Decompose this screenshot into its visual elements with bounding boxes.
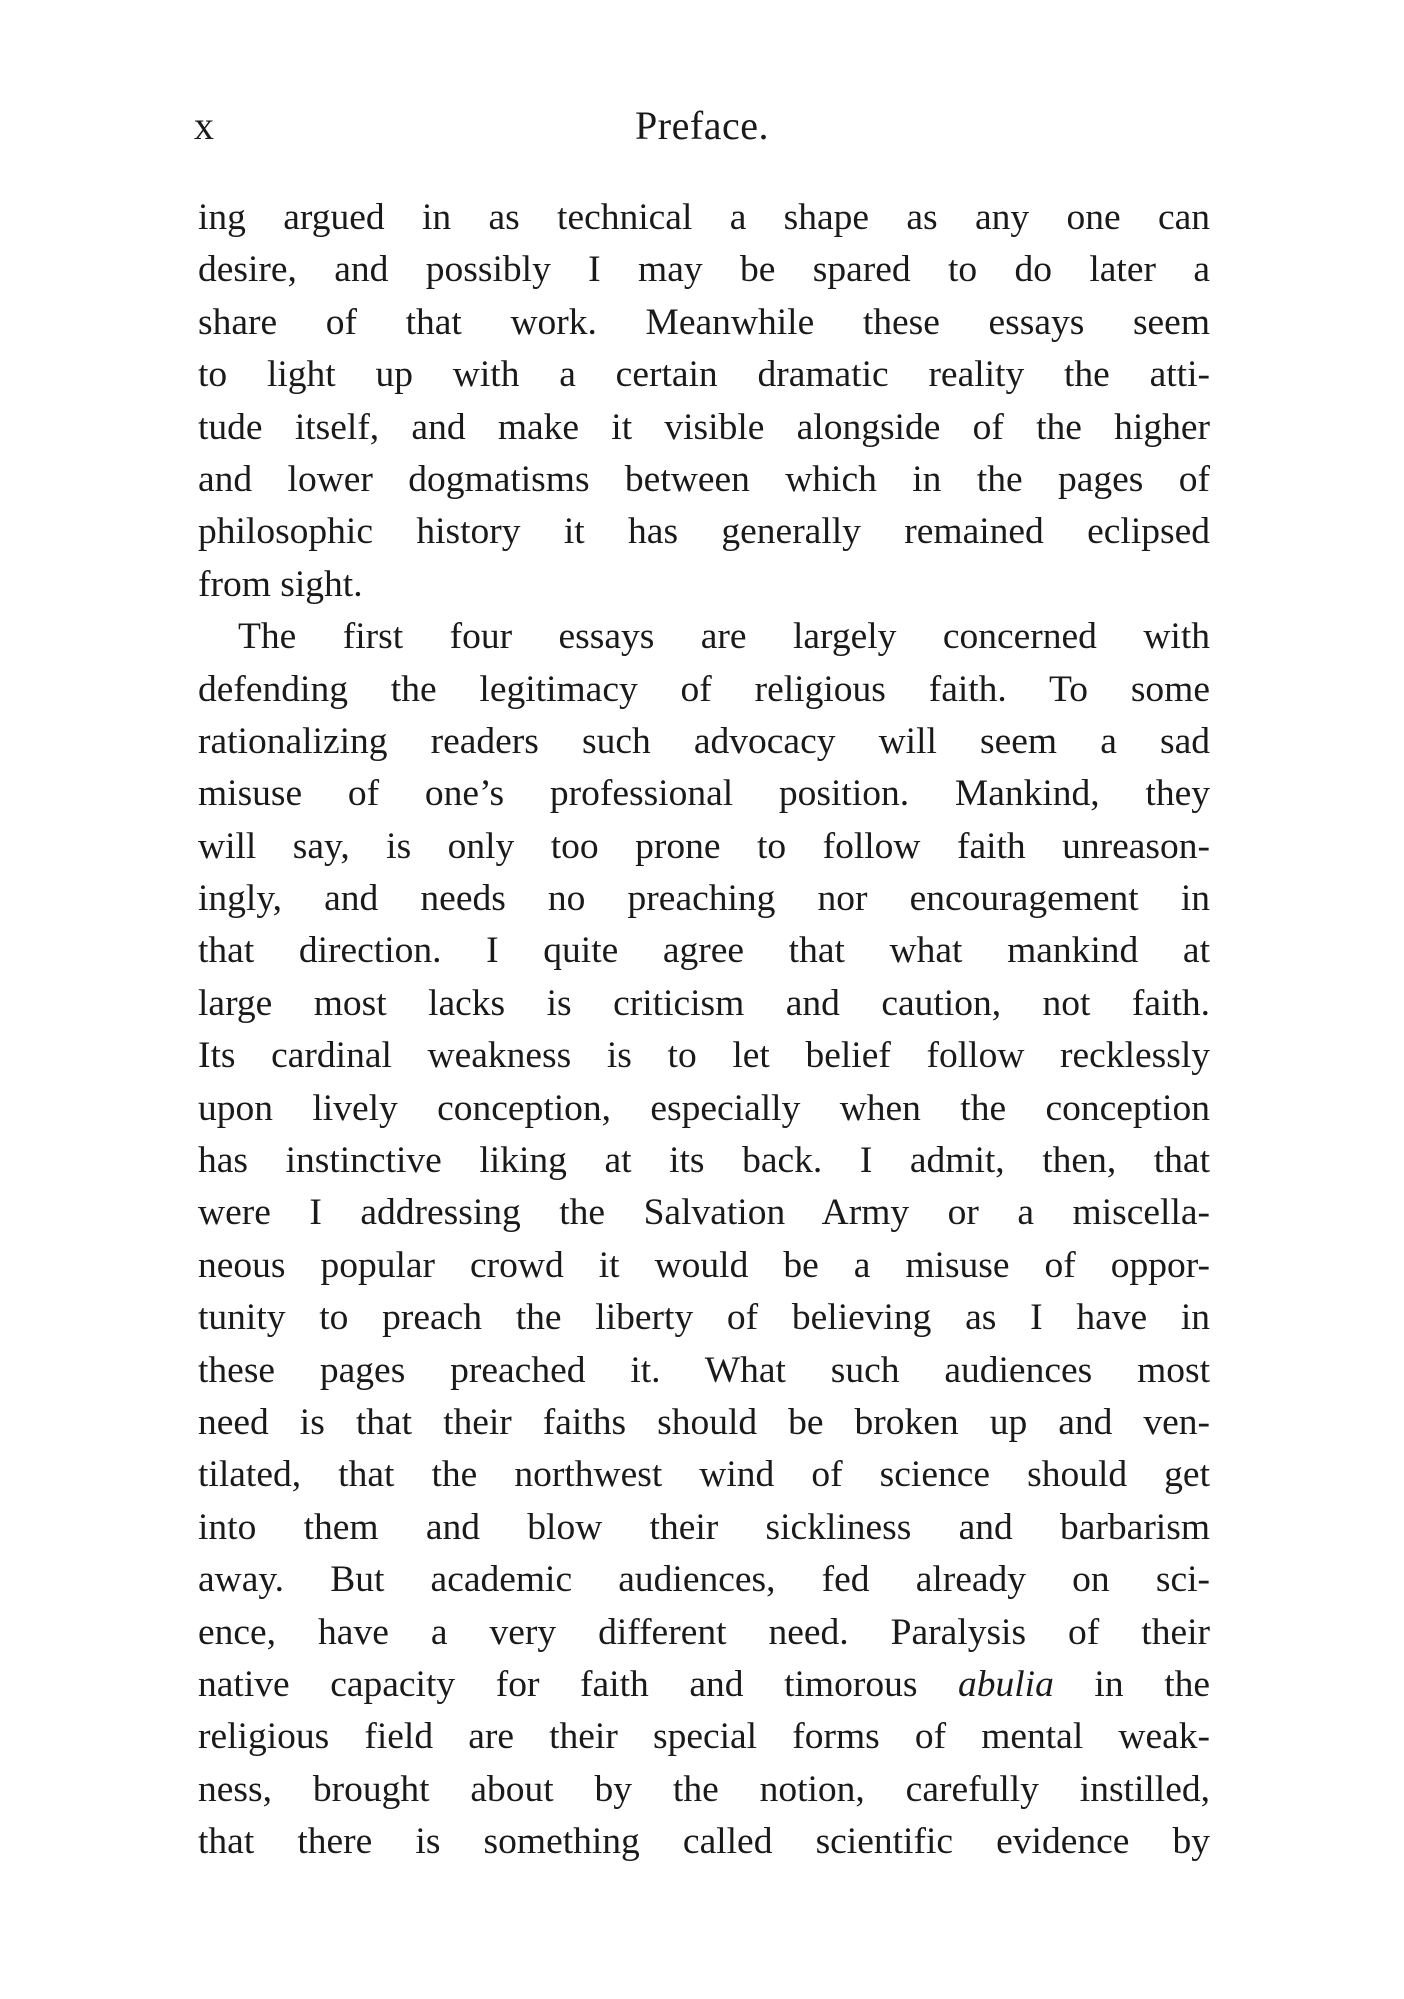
text-line: will say, is only too prone to follow faith unreason- xyxy=(198,825,1210,867)
text-line: philosophic history it has generally remained eclipsed xyxy=(198,511,1210,553)
text-line-with-italic xyxy=(198,1659,1210,1711)
page-number: x xyxy=(194,103,214,148)
text-line: that there is something called scientific evidence by xyxy=(198,1821,1210,1863)
text-line: tunity to preach the liberty of believing as I have in xyxy=(198,1297,1210,1339)
text-line: has instinctive liking at its back. I admit, then, that xyxy=(198,1140,1210,1182)
italic-word: abulia xyxy=(958,1663,1054,1705)
text-line: Its cardinal weakness is to let belief follow recklessly xyxy=(198,1035,1210,1077)
text-line: to light up with a certain dramatic reality the atti- xyxy=(198,354,1210,396)
running-head xyxy=(194,98,1210,154)
text-line: neous popular crowd it would be a misuse of oppor- xyxy=(198,1244,1210,1286)
text-line: into them and blow their sickliness and barbarism xyxy=(198,1506,1210,1548)
text-line: ingly, and needs no preaching nor encouragement in xyxy=(198,878,1210,920)
text-segment: in the xyxy=(1053,1663,1211,1705)
page-title: Preface. xyxy=(635,103,769,148)
text-line: upon lively conception, especially when the conception xyxy=(198,1087,1210,1129)
body-text xyxy=(198,192,1210,1869)
text-line: these pages preached it. What such audiences most xyxy=(198,1349,1210,1391)
text-line: rationalizing readers such advocacy will seem a sad xyxy=(198,720,1210,762)
text-line: ness, brought about by the notion, carefully instilled, xyxy=(198,1768,1210,1810)
text-line: tilated, that the northwest wind of science should get xyxy=(198,1454,1210,1496)
text-line: were I addressing the Salvation Army or a miscella- xyxy=(198,1192,1210,1234)
text-line: share of that work. Meanwhile these essays seem xyxy=(198,301,1210,343)
text-line: need is that their faiths should be broken up and ven- xyxy=(198,1401,1210,1443)
text-line: that direction. I quite agree that what mankind at xyxy=(198,930,1210,972)
text-line: ing argued in as technical a shape as any one can xyxy=(198,197,1210,238)
paragraph-start-line: The first four essays are largely concerned with xyxy=(238,616,1210,658)
paragraph-end-line: from sight. xyxy=(198,563,363,605)
text-line: religious field are their special forms of mental weak- xyxy=(198,1716,1210,1758)
text-line: ence, have a very different need. Paralysis of their xyxy=(198,1611,1210,1653)
text-line: misuse of one’s professional position. Mankind, they xyxy=(198,773,1210,815)
text-line: away. But academic audiences, fed already on sci- xyxy=(198,1559,1210,1601)
text-line: large most lacks is criticism and caution, not faith. xyxy=(198,982,1210,1024)
text-line: and lower dogmatisms between which in the pages of xyxy=(198,458,1210,500)
text-line: tude itself, and make it visible alongside of the higher xyxy=(198,406,1210,448)
text-line: desire, and possibly I may be spared to do later a xyxy=(198,249,1210,291)
text-line: defending the legitimacy of religious faith. To some xyxy=(198,668,1210,710)
text-segment: native capacity for faith and timorous xyxy=(198,1663,958,1705)
